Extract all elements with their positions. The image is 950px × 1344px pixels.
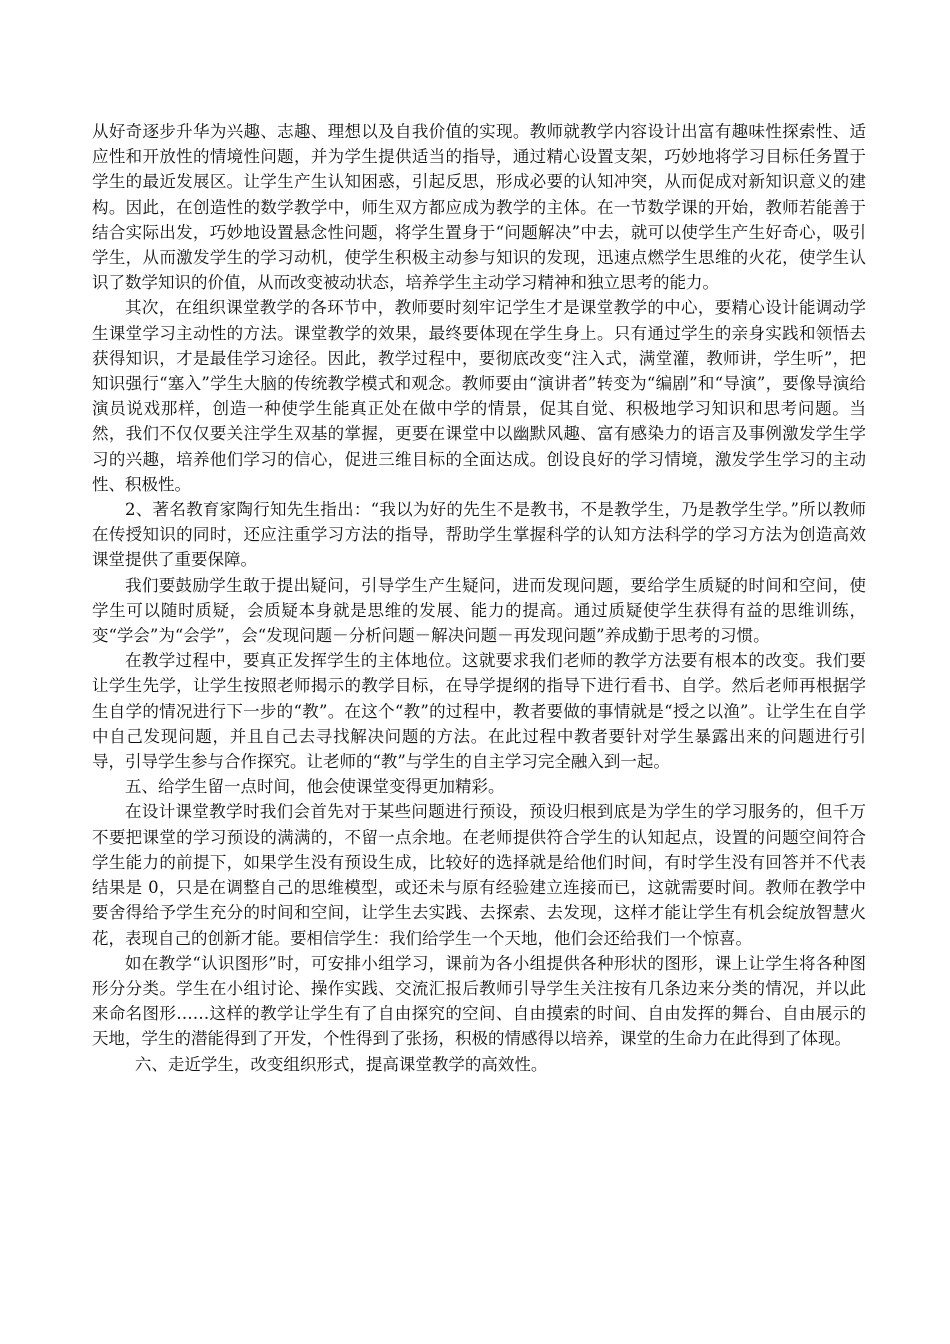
paragraph-shapes-example: 如在教学“认识图形”时，可安排小组学习，课前为各小组提供各种形状的图形，课上让学生将各种图形分分类。学生在小组讨论、操作实践、交流汇报后教师引导学生关注按有几条边来分类的情况，并以此来命名图形……这样的教学让学生有了自由探究的空间、自由摸索的时间、自由发挥的舞台、自由展示的天地，学生的潜能得到了开发，个性得到了张扬，积极的情感得以培养，课堂的生命力在此得到了体现。 (92, 953, 866, 1049)
document-body (92, 119, 866, 1077)
section-heading-five: 五、给学生留一点时间，他会使课堂变得更加精彩。 (125, 777, 505, 797)
paragraph-tao-xingzhi-quote: 2、著名教育家陶行知先生指出：“我以为好的先生不是教书，不是教学生，乃是教学生学。”所以教师在传授知识的同时，还应注重学习方法的指导，帮助学生掌握科学的认知方法科学的学习方法为创造高效课堂提供了重要保障。 (92, 500, 866, 570)
paragraph-student-subject-role: 在教学过程中，要真正发挥学生的主体地位。这就要求我们老师的教学方法要有根本的改变。我们要让学生先学，让学生按照老师揭示的教学目标，在导学提纲的指导下进行看书、自学。然后老师再根据学生自学的情况进行下一步的“教”。在这个“教”的过程中，教者要做的事情就是“授之以渔”。让学生在自学中自己发现问题，并且自己去寻找解决问题的方法。在此过程中教者要针对学生暴露出来的问题进行引导，引导学生参与合作探究。让老师的“教”与学生的自主学习完全融入到一起。 (92, 651, 866, 772)
paragraph-encourage-questions: 我们要鼓励学生敢于提出疑问，引导学生产生疑问，进而发现问题，要给学生质疑的时间和空间，使学生可以随时质疑，会质疑本身就是思维的发展、能力的提高。通过质疑使学生获得有益的思维训练，变“学会”为“会学”，会“发现问题－分析问题－解决问题－再发现问题”养成勤于思考的习惯。 (92, 575, 866, 646)
section-heading-six: 六、走近学生，改变组织形式，提高课堂教学的高效性。 (134, 1054, 548, 1074)
paragraph-classroom-center: 其次，在组织课堂教学的各环节中，教师要时刻牢记学生才是课堂教学的中心，要精心设计能调动学生课堂学习主动性的方法。课堂教学的效果，最终要体现在学生身上。只有通过学生的亲身实践和领悟去获得知识，才是最佳学习途径。因此，教学过程中，要彻底改变“注入式，满堂灌，教师讲，学生听”，把知识强行“塞入”学生大脑的传统教学模式和观念。教师要由“演讲者”转变为“编剧”和“导演”，要像导演给演员说戏那样，创造一种使学生能真正处在做中学的情景，促其自觉、积极地学习知识和思考问题。当然，我们不仅仅要关注学生双基的掌握，更要在课堂中以幽默风趣、富有感染力的语言及事例激发学生学习的兴趣，培养他们学习的信心，促进三维目标的全面达成。创设良好的学习情境，激发学生学习的主动性、积极性。 (92, 298, 866, 494)
paragraph-give-students-time: 在设计课堂教学时我们会首先对于某些问题进行预设，预设归根到底是为学生的学习服务的，但千万不要把课堂的学习预设的满满的，不留一点余地。在老师提供符合学生的认知起点，设置的问题空间符合学生能力的前提下，如果学生没有预设生成，比较好的选择就是给他们时间，有时学生没有回答并不代表结果是 0，只是在调整自己的思维模型，或还未与原有经验建立连接而已，这就需要时间。教师在教学中要舍得给予学生充分的时间和空间，让学生去实践、去探索、去发现，这样才能让学生有机会绽放智慧火花，表现自己的创新才能。要相信学生：我们给学生一个天地，他们会还给我们一个惊喜。 (92, 802, 866, 948)
paragraph-intro-continuation: 从好奇逐步升华为兴趣、志趣、理想以及自我价值的实现。教师就教学内容设计出富有趣味性探索性、适应性和开放性的情境性问题，并为学生提供适当的指导，通过精心设置支架，巧妙地将学习目标任务置于学生的最近发展区。让学生产生认知困惑，引起反思，形成必要的认知冲突，从而促成对新知识意义的建构。因此，在创造性的数学教学中，师生双方都应成为教学的主体。在一节数学课的开始，教师若能善于结合实际出发，巧妙地设置悬念性问题，将学生置身于“问题解决”中去，就可以使学生产生好奇心，吸引学生，从而激发学生的学习动机，使学生积极主动参与知识的发现，迅速点燃学生思维的火花，使学生认识了数学知识的价值，从而改变被动状态，培养学生主动学习精神和独立思考的能力。 (92, 122, 866, 293)
